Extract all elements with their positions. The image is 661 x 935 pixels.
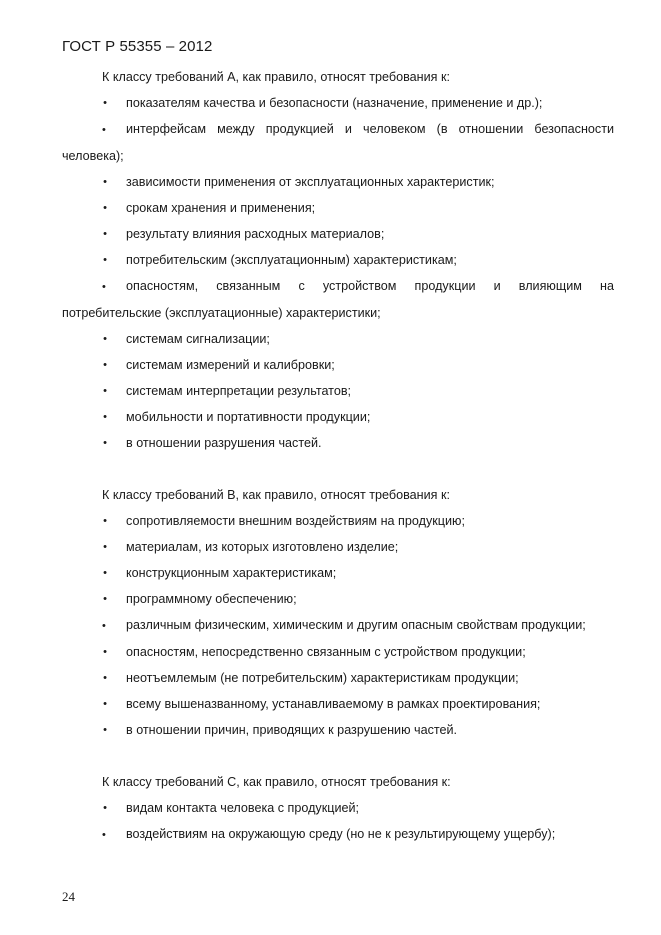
bullet-icon: • <box>103 724 107 736</box>
section-spacer <box>62 456 614 482</box>
bullet-icon: • <box>103 359 107 371</box>
list-item: • видам контакта человека с продукцией; <box>62 795 614 821</box>
bullet-icon: • <box>103 541 107 553</box>
bullet-icon: • <box>103 176 107 188</box>
list-item: • опасностям, непосредственно связанным с устройством продукции; <box>62 639 614 665</box>
document-header: ГОСТ Р 55355 – 2012 <box>62 38 213 55</box>
list-item: • всему вышеназванному, устанавливаемому в рамках проектирования; <box>62 691 614 717</box>
list-item: • воздействиям на окружающую среду (но не к результирующему ущербу); <box>62 821 614 848</box>
list-item: • результату влияния расходных материалов; <box>62 221 614 247</box>
list-item: • показателям качества и безопасности (назначение, применение и др.); <box>62 90 614 116</box>
list-item: • мобильности и портативности продукции; <box>62 404 614 430</box>
bullet-icon: • <box>102 829 106 841</box>
bullet-icon: • <box>103 672 107 684</box>
bullet-icon: • <box>103 515 107 527</box>
list-item: • программному обеспечению; <box>62 586 614 612</box>
list-item: • конструкционным характеристикам; <box>62 560 614 586</box>
page-number: 24 <box>62 889 75 904</box>
bullet-icon: • <box>102 281 106 293</box>
section-spacer <box>62 743 614 769</box>
list-item: • опасностям, связанным с устройством продукции и влияющим на потребительские (эксплуатационные) характеристики; <box>62 273 614 326</box>
bullet-icon: • <box>103 437 107 449</box>
list-item: • интерфейсам между продукцией и человеком (в отношении безопасности человека); <box>62 116 614 169</box>
bullet-icon: • <box>103 802 107 814</box>
bullet-icon: • <box>103 567 107 579</box>
bullet-icon: • <box>103 97 107 109</box>
section-b-intro: К классу требований В, как правило, относят требования к: <box>102 488 450 502</box>
list-item: • неотъемлемым (не потребительским) характеристикам продукции; <box>62 665 614 691</box>
list-item: • системам сигнализации; <box>62 326 614 352</box>
bullet-icon: • <box>103 228 107 240</box>
list-item: • срокам хранения и применения; <box>62 195 614 221</box>
bullet-icon: • <box>103 593 107 605</box>
bullet-icon: • <box>103 202 107 214</box>
bullet-icon: • <box>103 646 107 658</box>
bullet-icon: • <box>103 411 107 423</box>
bullet-icon: • <box>103 385 107 397</box>
section-a-intro: К классу требований А, как правило, относят требования к: <box>102 70 450 84</box>
bullet-icon: • <box>103 333 107 345</box>
list-item: • системам измерений и калибровки; <box>62 352 614 378</box>
bullet-icon: • <box>102 620 106 632</box>
bullet-icon: • <box>103 698 107 710</box>
bullet-icon: • <box>102 124 106 136</box>
list-item: • различным физическим, химическим и другим опасным свойствам продукции; <box>62 612 614 639</box>
page-body <box>62 64 614 848</box>
bullet-icon: • <box>103 254 107 266</box>
list-item: • зависимости применения от эксплуатационных характеристик; <box>62 169 614 195</box>
section-c-intro: К классу требований С, как правило, относят требования к: <box>102 775 451 789</box>
list-item: • сопротивляемости внешним воздействиям на продукцию; <box>62 508 614 534</box>
list-item: • в отношении причин, приводящих к разрушению частей. <box>62 717 614 743</box>
list-item: • материалам, из которых изготовлено изделие; <box>62 534 614 560</box>
list-item: • системам интерпретации результатов; <box>62 378 614 404</box>
list-item: • в отношении разрушения частей. <box>62 430 614 456</box>
list-item: • потребительским (эксплуатационным) характеристикам; <box>62 247 614 273</box>
